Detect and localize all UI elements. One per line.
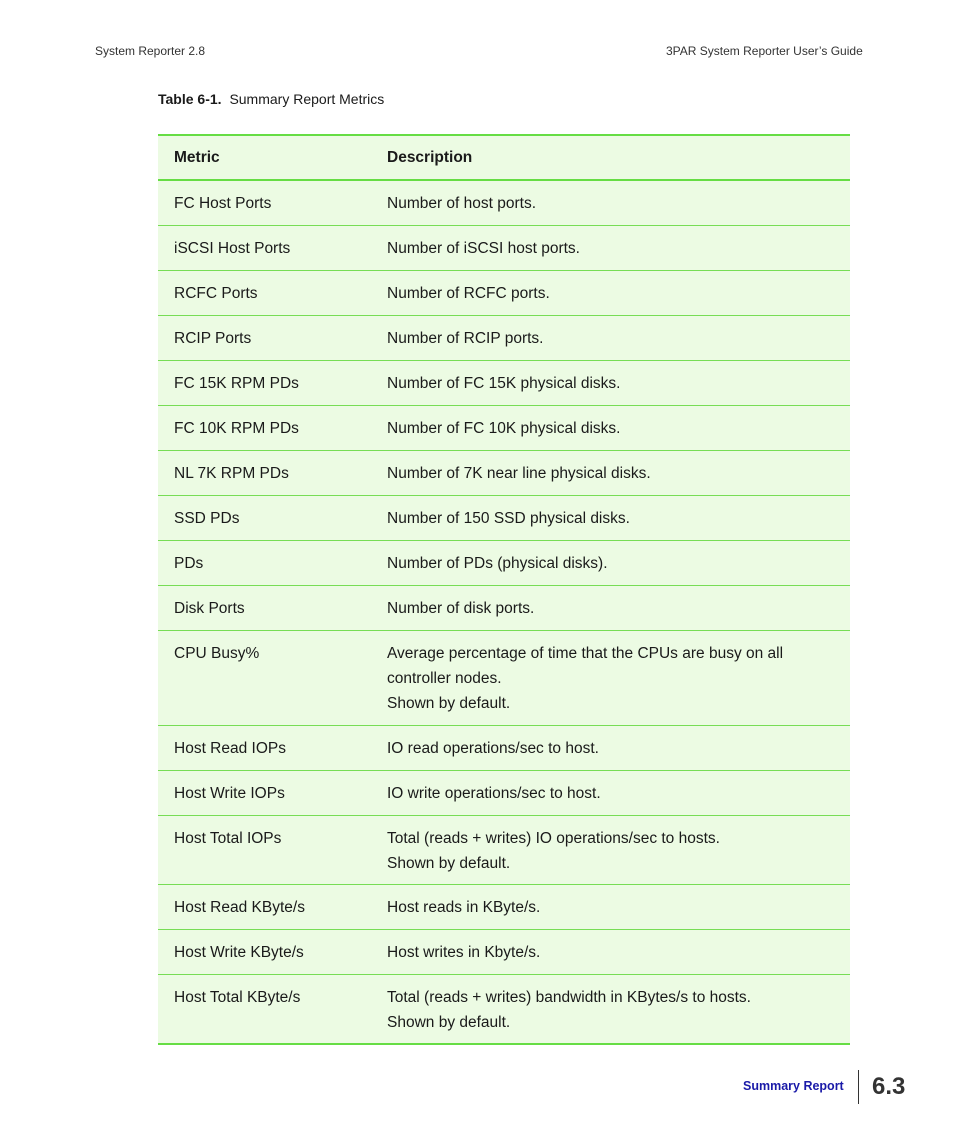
metric-cell: FC Host Ports — [174, 195, 272, 212]
description-cell — [371, 771, 850, 816]
description-cell — [371, 361, 850, 406]
description-line: Shown by default. — [387, 855, 511, 872]
description-line: Number of FC 10K physical disks. — [387, 420, 621, 437]
table-row — [158, 361, 850, 406]
metric-cell: Disk Ports — [174, 600, 245, 617]
table-row — [158, 771, 850, 816]
table-row — [158, 271, 850, 316]
table-row — [158, 631, 850, 726]
column-header-metric: Metric — [174, 149, 220, 166]
metric-cell: Host Total IOPs — [174, 830, 282, 847]
description-line: controller nodes. — [387, 670, 502, 687]
description-cell — [371, 406, 850, 451]
table-row — [158, 885, 850, 930]
metric-cell: RCFC Ports — [174, 285, 258, 302]
description-line: Number of PDs (physical disks). — [387, 555, 608, 572]
metric-cell: SSD PDs — [174, 510, 240, 527]
metric-cell: Host Write KByte/s — [174, 944, 304, 961]
description-line: Number of disk ports. — [387, 600, 535, 617]
description-cell — [371, 930, 850, 975]
footer-section-title: Summary Report — [743, 1079, 844, 1093]
page-number: 6.3 — [872, 1073, 906, 1100]
description-line: Host writes in Kbyte/s. — [387, 944, 541, 961]
metric-cell: Host Read IOPs — [174, 740, 286, 757]
table-number: Table 6-1. — [158, 91, 222, 107]
metric-cell: FC 15K RPM PDs — [174, 375, 299, 392]
description-line: Number of FC 15K physical disks. — [387, 375, 621, 392]
description-cell — [371, 586, 850, 631]
footer-divider — [858, 1070, 859, 1104]
description-cell — [371, 885, 850, 930]
description-line: Shown by default. — [387, 1014, 511, 1031]
description-cell — [371, 541, 850, 586]
description-line: Number of RCIP ports. — [387, 330, 544, 347]
table-row — [158, 316, 850, 361]
table-row — [158, 541, 850, 586]
table-title: Summary Report Metrics — [229, 91, 385, 107]
metric-cell: NL 7K RPM PDs — [174, 465, 289, 482]
description-line: Number of 7K near line physical disks. — [387, 465, 651, 482]
description-line: Shown by default. — [387, 695, 511, 712]
description-line: Total (reads + writes) IO operations/sec to hosts. — [387, 830, 720, 847]
description-cell — [371, 316, 850, 361]
metric-cell: PDs — [174, 555, 204, 572]
description-cell — [371, 451, 850, 496]
description-cell — [371, 271, 850, 316]
table-row — [158, 406, 850, 451]
summary-metrics-table — [158, 134, 850, 1045]
description-cell — [371, 226, 850, 271]
table-row — [158, 226, 850, 271]
description-cell — [371, 975, 850, 1045]
metric-cell: Host Total KByte/s — [174, 989, 301, 1006]
metric-cell: RCIP Ports — [174, 330, 252, 347]
description-line: Number of iSCSI host ports. — [387, 240, 580, 257]
description-line: IO read operations/sec to host. — [387, 740, 599, 757]
table-row — [158, 975, 850, 1045]
description-line: Host reads in KByte/s. — [387, 899, 541, 916]
metric-cell: FC 10K RPM PDs — [174, 420, 299, 437]
table-row — [158, 816, 850, 885]
metric-cell: CPU Busy% — [174, 645, 260, 662]
table-row — [158, 180, 850, 226]
table-row — [158, 726, 850, 771]
description-line: Number of host ports. — [387, 195, 537, 212]
table-row — [158, 930, 850, 975]
table-row — [158, 586, 850, 631]
running-header-right: 3PAR System Reporter User’s Guide — [666, 44, 863, 58]
metric-cell: Host Write IOPs — [174, 785, 285, 802]
table-header-row — [158, 135, 850, 180]
description-line: IO write operations/sec to host. — [387, 785, 601, 802]
running-header-left: System Reporter 2.8 — [95, 44, 206, 58]
metric-cell: iSCSI Host Ports — [174, 240, 291, 257]
table-caption — [158, 91, 384, 107]
description-cell — [371, 726, 850, 771]
description-cell — [371, 496, 850, 541]
description-cell — [371, 816, 850, 885]
description-cell — [371, 631, 850, 726]
description-line: Total (reads + writes) bandwidth in KBytes/s to hosts. — [387, 989, 751, 1006]
metric-cell: Host Read KByte/s — [174, 899, 305, 916]
description-cell — [371, 180, 850, 226]
table-row — [158, 496, 850, 541]
description-line: Average percentage of time that the CPUs are busy on all — [387, 645, 784, 662]
description-line: Number of RCFC ports. — [387, 285, 550, 302]
table-row — [158, 451, 850, 496]
column-header-description: Description — [387, 149, 473, 166]
description-line: Number of 150 SSD physical disks. — [387, 510, 630, 527]
